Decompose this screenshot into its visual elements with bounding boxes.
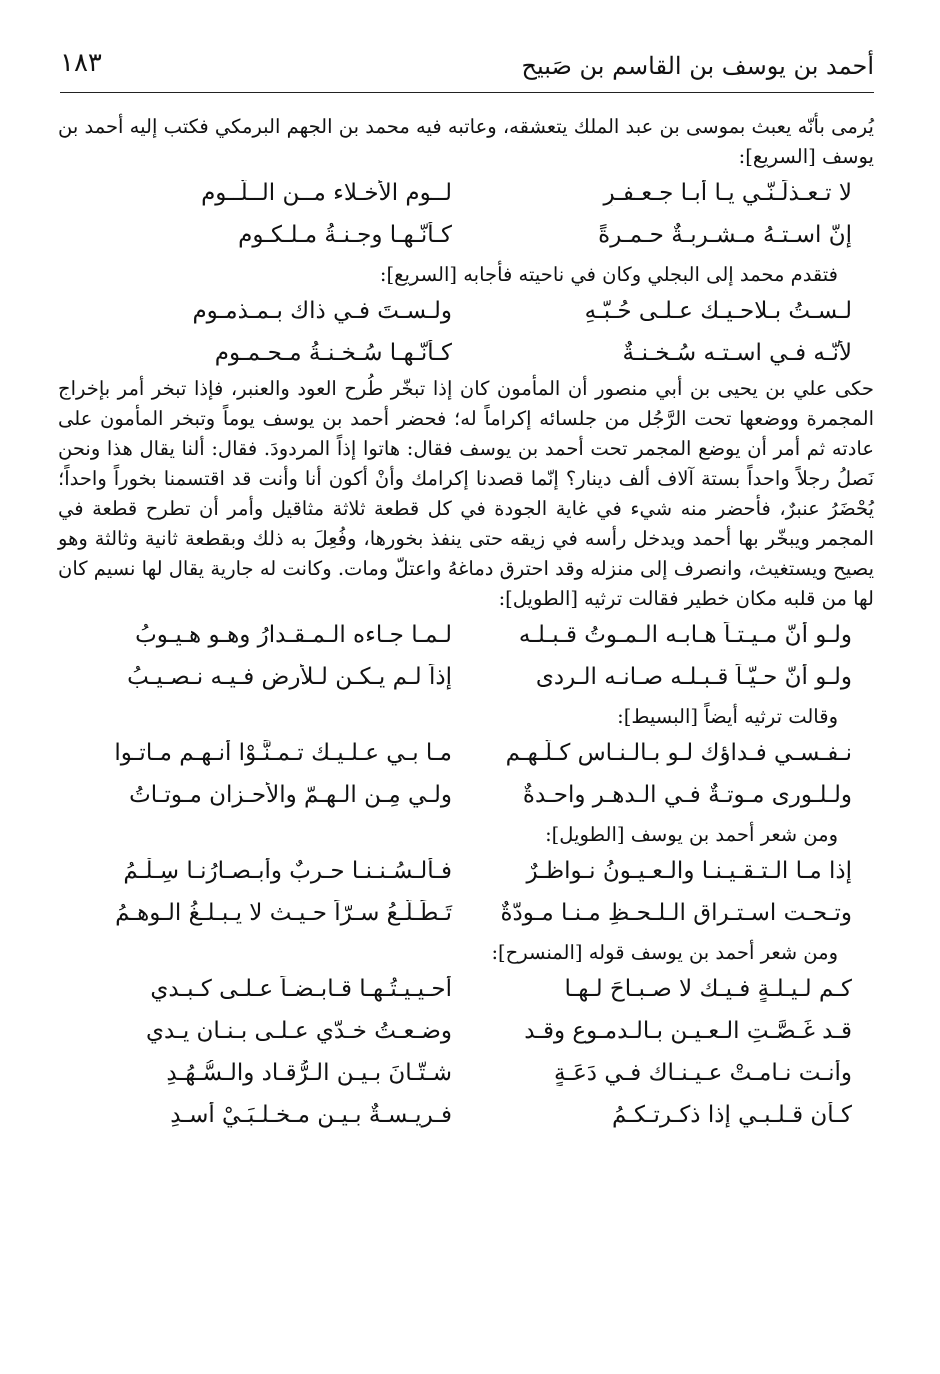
first-hemistich: ولـو أنّ حـيّـاً قـبـلـه صـانـه الـردى	[535, 664, 852, 690]
first-hemistich: ولـلـورى مـوتـةٌ فـي الـدهـر واحـدةٌ	[522, 782, 852, 808]
verse	[58, 732, 874, 774]
verse	[58, 1052, 874, 1094]
poem-5	[58, 850, 874, 934]
second-hemistich: ولـسـتَ فـي ذاك بـمـذمـومِ	[192, 298, 452, 324]
second-hemistich: مـا بـي عـلـيـك تـمـنَّـوْا أنـهـم مـاتـوا	[114, 740, 452, 766]
running-title: أحمد بن يوسف بن القاسم بن صَبيح	[521, 52, 874, 80]
poem-6	[58, 968, 874, 1136]
poem-4	[58, 732, 874, 816]
page-header	[60, 46, 874, 93]
second-hemistich: إذاً لـم يـكـن لـلأرض فـيـه نـصـيـبُ	[127, 664, 452, 690]
verse	[58, 614, 874, 656]
poem-intro-2: فتقدم محمد إلى البجلي وكان في ناحيته فأجابه [السريع]:	[379, 263, 838, 286]
second-hemistich: أحـيـيـتُـهـا قـابـضـاً عـلـى كـبـدي	[150, 976, 452, 1002]
page-body	[58, 112, 874, 1136]
paragraph-2: حكى علي بن يحيى بن أبي منصور أن المأمون كان إذا تبخّر طُرح العود والعنبر، فإذا تبخر أمر بإخراج المجمرة ووضعها تحت الرَّجُل من جلسائه إكراماً له؛ فحضر أحمد بن يوسف يوماً وتبخر المأمون على عادته ثم أمر أن يوضع المجمر تحت أحمد بن يوسف فقال: هاتوا إذاً المردودَ. فقال: ألنا يقال هذا ونحن نَصلُ رجلاً واحداً بستة آلاف ألف دينار؟ إنّما قصدنا إكرامك وأنْ أكون أنا وأنت قد اقتسمنا بخوراً واحداً؛ يُحْضَرُ عنبرٌ، فأحضر منه شيء في غاية الجودة في كل قطعة ثلاثة مثاقيل وأمر أن تطرح قطعة في المجمر ويبخّر بها أحمد ويدخل رأسه في زيقه حتى ينفذ بخورها، وفُعِلَ به ذلك وبقطعة ثانية وثالثة وهو يصيح ويستغيث، وانصرف إلى منزله وقد احترق دماغهُ واعتلّ ومات. وكانت له جارية يقال لها نسيم كان لها من قلبه مكان خطير فقالت ترثيه [الطويل]:	[58, 377, 874, 610]
poem-2	[58, 290, 874, 374]
first-hemistich: وتـحـت اسـتـراقِ الـلـحـظِ مـنـا مـودّةٌ	[500, 900, 852, 926]
verse	[58, 892, 874, 934]
first-hemistich: إذا مـا الـتـقـيـنـا والـعـيـونُ نـواظـرٌ	[526, 858, 852, 884]
first-hemistich: لأنّـه فـي اسـتـه سُـخـنـةٌ	[622, 340, 852, 366]
verse	[58, 656, 874, 698]
second-hemistich: وضـعـتُ خـدّي عـلـى بـنـان يـدي	[146, 1018, 452, 1044]
verse	[58, 774, 874, 816]
first-hemistich: كـم لـيـلـةٍ فـيـك لا صـبـاحَ لـهـا	[564, 976, 852, 1002]
second-hemistich: فـريـسـةٌ بـيـن مـخـلـبَـيْ أسـدِ	[170, 1102, 452, 1128]
verse	[58, 332, 874, 374]
verse	[58, 968, 874, 1010]
verse	[58, 172, 874, 214]
verse	[58, 290, 874, 332]
first-hemistich: ولـو أنّ مـيـتـاً هـابـه الـمـوتُ قـبـلـه	[518, 622, 852, 648]
first-hemistich: كـأن قـلـبـي إذا ذكـرتـكـمُ	[612, 1102, 852, 1128]
second-hemistich: فـألـسُـنـنـا حـربٌ وأبـصـارُنـا سِـلْـمُ	[123, 858, 452, 884]
first-hemistich: لا تـعـذلَـنّـي يـا أبـا جـعـفـرٍ	[603, 180, 852, 206]
verse	[58, 1010, 874, 1052]
verse	[58, 850, 874, 892]
first-hemistich: لـسـتُ بـلاحـيـك عـلـى حُـبّـهِ	[584, 298, 852, 324]
poem-intro-4: وقالت ترثيه أيضاً [البسيط]:	[617, 705, 838, 728]
first-hemistich: نـفـسـي فـداؤك لـو بـالـنـاسِ كـلّـهـم	[505, 740, 852, 766]
first-hemistich: إنّ اسـتـهُ مـشـربـةٌ حـمـرةً	[598, 222, 852, 248]
second-hemistich: ولـي مِـن الـهـمّ والأحـزان مـوتـاتُ	[129, 782, 452, 808]
page-number: ١٨٣	[60, 48, 102, 78]
poem-1	[58, 172, 874, 256]
poem-intro-6: ومن شعر أحمد بن يوسف قوله [المنسرح]:	[491, 941, 838, 964]
first-hemistich: وأنـت نـامـتْ عـيـنـاك فـي دَعَـةٍ	[554, 1060, 852, 1086]
poem-intro-5: ومن شعر أحمد بن يوسف [الطويل]:	[545, 823, 838, 846]
verse	[58, 1094, 874, 1136]
poem-3	[58, 614, 874, 698]
second-hemistich: شـتّـانَ بـيـن الـرُّقـاد والـسُّـهُـدِ	[166, 1060, 452, 1086]
second-hemistich: كـأنّـهـا سُـخـنـةُ مـحـمـومِ	[214, 340, 452, 366]
paragraph-1: يُرمى بأنّه يعبث بموسى بن عبد الملك يتعشقه، وعاتبه فيه محمد بن الجهم البرمكي فكتب إليه أحمد بن يوسف [السريع]:	[58, 115, 874, 168]
second-hemistich: لــوم الأخـلاء مــن الــلُّــوم	[201, 180, 452, 206]
second-hemistich: تَـطَـلّـعُ سـرّاً حـيـث لا يـبـلـغُ الـوهـمُ	[115, 900, 452, 926]
verse	[58, 214, 874, 256]
first-hemistich: قـد غَـصَّـتِ الـعـيـن بـالـدمـوع وقـد	[524, 1018, 852, 1044]
second-hemistich: كـأنّـهـا وجـنـةُ مـلـكـومِ	[238, 222, 452, 248]
second-hemistich: لـمـا جـاءه الـمـقـدارُ وهـو هـيـوبُ	[135, 622, 452, 648]
